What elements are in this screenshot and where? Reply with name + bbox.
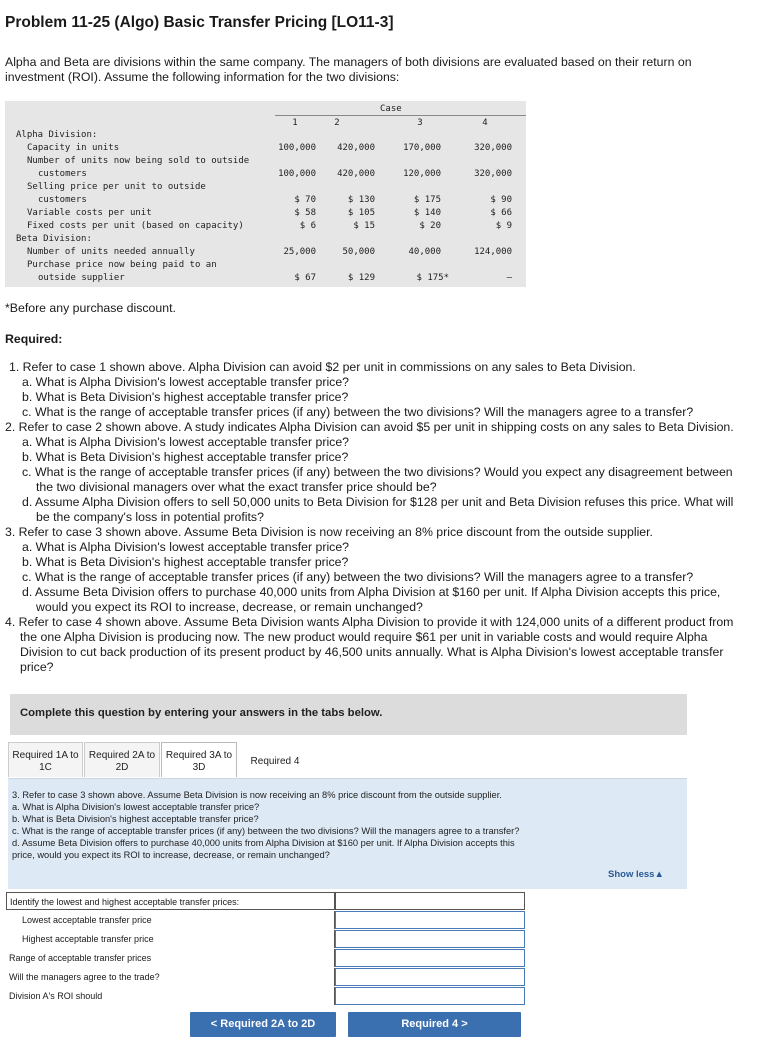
intro-text: Alpha and Beta are divisions within the same company. The managers of both divisions are evaluated based on their return on investment (ROI). Assume the following information for the two divisions: [5,55,692,84]
table-cell: 50,000 [342,247,375,257]
answer-row [6,911,525,929]
row-label: customers [38,169,87,179]
table-cell: $ 129 [347,273,375,283]
answer-row [6,987,525,1005]
question-line: b. What is Beta Division's highest acceptable transfer price? [22,555,349,569]
answer-label: Will the managers agree to the trade? [6,968,335,986]
question-line: c. What is the range of acceptable transfer prices (if any) between the two divisions? Will the managers agree to a transfer? [22,405,694,419]
question-line: a. What is Alpha Division's lowest acceptable transfer price? [22,435,350,449]
tab-required-4[interactable]: Required 4 [250,756,300,767]
answer-row [6,949,525,967]
table-cell: $ 6 [299,221,316,231]
table-cell: $ 67 [294,273,316,283]
question-line: c. What is the range of acceptable transfer prices (if any) between the two divisions? Would you expect any disagreement between [22,465,733,479]
case-divider [275,115,526,116]
question-line: 3. Refer to case 3 shown above. Assume Beta Division is now receiving an 8% price discount from the outside supplier. [5,525,653,539]
question-line: 2. Refer to case 2 shown above. A study indicates Alpha Division can avoid $5 per unit in shipping costs on any sales to Beta Division. [5,420,734,434]
question-line: Division to cut back production of its present product by 46,500 units annually. What is Alpha Division's lowest acceptable transfer [20,645,724,659]
row-label: Capacity in units [27,143,120,153]
tab-required-2a[interactable]: Required 2A to 2D [84,742,160,777]
panel-line: a. What is Alpha Division's lowest acceptable transfer price? [12,802,260,812]
table-cell: 25,000 [283,247,316,257]
question-line: price? [20,660,54,674]
table-cell: 100,000 [278,169,316,179]
question-line: a. What is Alpha Division's lowest acceptable transfer price? [22,375,350,389]
table-cell: $ 9 [495,221,512,231]
row-label: Selling price per unit to outside [27,182,206,192]
roi-select[interactable] [335,987,525,1005]
table-cell: 170,000 [403,143,441,153]
table-cell: $ 130 [347,195,375,205]
panel-line: c. What is the range of acceptable transfer prices (if any) between the two divisions? Will the managers agree to a transfer? [12,826,520,836]
row-label: customers [38,195,87,205]
column-header: 2 [334,118,340,128]
case-header: Case [380,104,402,114]
row-label: Number of units needed annually [27,247,195,257]
table-cell: 420,000 [337,143,375,153]
table-cell: $ 105 [347,208,375,218]
table-cell: $ 90 [490,195,512,205]
table-cell: 320,000 [474,143,512,153]
question-line: b. What is Beta Division's highest acceptable transfer price? [22,390,349,404]
column-header: 4 [482,118,488,128]
question-line: d. Assume Beta Division offers to purchase 40,000 units from Alpha Division at $160 per unit. If Alpha Division accepts this price, [22,585,721,599]
required-heading: Required: [5,332,63,346]
table-cell: $ 140 [413,208,441,218]
show-less-link[interactable]: Show less▲ [608,869,664,880]
question-line: c. What is the range of acceptable transfer prices (if any) between the two divisions? Will the managers agree to a transfer? [22,570,694,584]
row-label: Number of units now being sold to outside [27,156,250,166]
panel-line: 3. Refer to case 3 shown above. Assume Beta Division is now receiving an 8% price discount from the outside supplier. [12,790,502,800]
case-table [5,101,526,287]
table-cell: $ 70 [294,195,316,205]
answer-row [6,930,525,948]
row-label: Beta Division: [16,234,92,244]
row-label: Alpha Division: [16,130,98,140]
question-line: be the company's loss in potential profits? [36,510,264,524]
table-cell: 100,000 [278,143,316,153]
answer-row [6,968,525,986]
table-cell: 320,000 [474,169,512,179]
range-select[interactable] [335,949,525,967]
highest-price-input[interactable] [335,930,525,948]
panel-line: b. What is Beta Division's highest acceptable transfer price? [12,814,259,824]
table-cell: $ 58 [294,208,316,218]
previous-tab-button[interactable]: < Required 2A to 2D [190,1012,336,1037]
row-label: Variable costs per unit [27,208,152,218]
table-cell: $ 66 [490,208,512,218]
row-label: Purchase price now being paid to an [27,260,217,270]
table-cell: $ 15 [353,221,375,231]
question-line: 4. Refer to case 4 shown above. Assume Beta Division wants Alpha Division to provide it with 124,000 units of a different product from [5,615,734,629]
table-cell: 120,000 [403,169,441,179]
column-header: 3 [417,118,423,128]
question-line: a. What is Alpha Division's lowest acceptable transfer price? [22,540,350,554]
column-header: 1 [292,118,298,128]
row-label: outside supplier [38,273,125,283]
panel-line: d. Assume Beta Division offers to purchase 40,000 units from Alpha Division at $160 per unit. If Alpha Division accepts this [12,838,515,848]
table-cell: 40,000 [408,247,441,257]
tab-required-1a[interactable]: Required 1A to 1C [8,742,83,777]
question-line: the two divisional managers over what the exact transfer price should be? [36,480,437,494]
answer-row [6,892,525,910]
tab-required-3a[interactable]: Required 3A to 3D [161,742,237,777]
question-line: the one Alpha Division is producing now. The new product would require $61 per unit in variable costs and would require Alpha [20,630,708,644]
lowest-price-input[interactable] [335,911,525,929]
table-cell: $ 175 [413,195,441,205]
table-cell: 124,000 [474,247,512,257]
answer-label: Division A's ROI should [6,987,335,1005]
row-label: Fixed costs per unit (based on capacity) [27,221,244,231]
agree-select[interactable] [335,968,525,986]
table-cell: $ 20 [419,221,441,231]
question-line: d. Assume Alpha Division offers to sell 50,000 units to Beta Division for $128 per unit and Beta Division refuses this price. What will [22,495,734,509]
question-line: 1. Refer to case 1 shown above. Alpha Division can avoid $2 per unit in commissions on any sales to Beta Division. [9,360,636,374]
question-line: would you expect its ROI to increase, decrease, or remain unchanged? [36,600,423,614]
next-tab-button[interactable]: Required 4 > [348,1012,521,1037]
table-cell: $ 175* [416,273,449,283]
instructions-banner: Complete this question by entering your answers in the tabs below. [10,694,687,735]
question-line: b. What is Beta Division's highest acceptable transfer price? [22,450,349,464]
question-panel [8,778,687,889]
panel-line: price, would you expect its ROI to increase, decrease, or remain unchanged? [12,850,330,860]
page-title: Problem 11-25 (Algo) Basic Transfer Pricing [LO11-3] [5,14,394,31]
footnote: *Before any purchase discount. [5,301,176,315]
table-cell: 420,000 [337,169,375,179]
answer-label: Lowest acceptable transfer price [6,911,335,929]
table-cell: – [506,273,512,283]
answer-label: Highest acceptable transfer price [6,930,335,948]
answer-label: Range of acceptable transfer prices [6,949,335,967]
answer-label: Identify the lowest and highest acceptable transfer prices: [6,892,335,910]
answer-header-cell [335,892,525,910]
